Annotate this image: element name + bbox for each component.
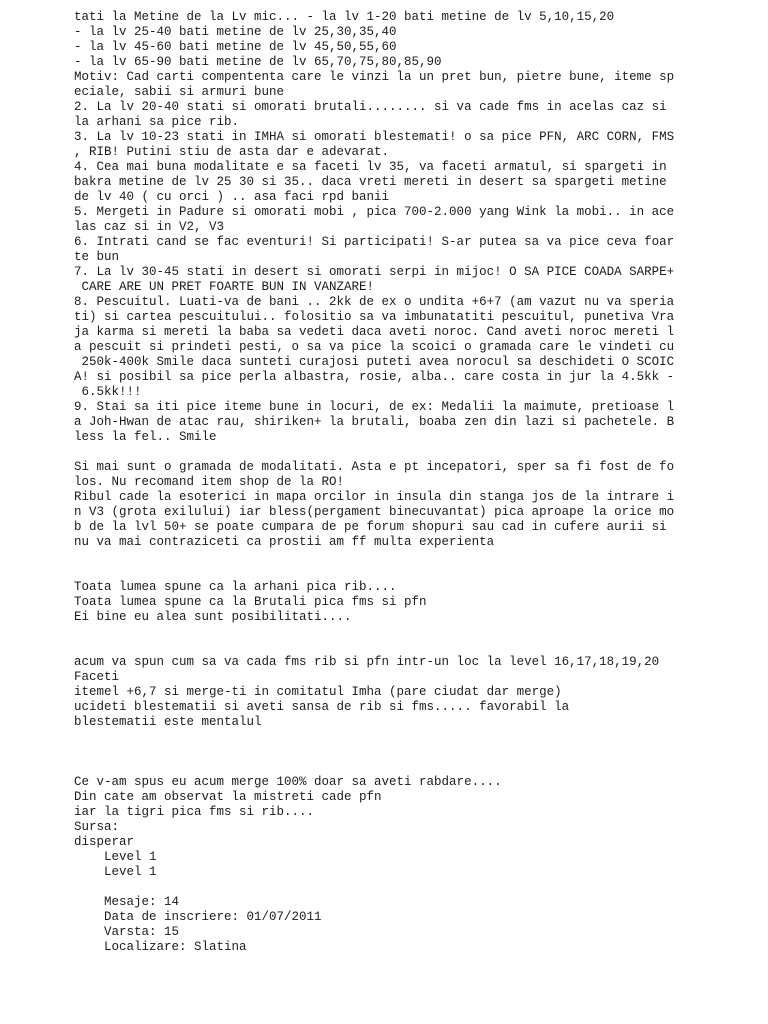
text-line xyxy=(74,745,764,760)
document-body xyxy=(74,10,764,955)
text-line: Ribul cade la esoterici in mapa orcilor in insula din stanga jos de la intrare i xyxy=(74,490,675,504)
text-line: ti) si cartea pescuitului.. folositio sa va imbunatatiti pescuitul, punetiva Vra xyxy=(74,310,675,324)
text-line xyxy=(74,640,764,655)
text-line: Ei bine eu alea sunt posibilitati.... xyxy=(74,610,352,624)
text-line: 9. Stai sa iti pice iteme bune in locuri, de ex: Medalii la maimute, pretioase l xyxy=(74,400,675,414)
text-line: te bun xyxy=(74,250,120,264)
text-line xyxy=(74,730,764,745)
text-line xyxy=(74,445,764,460)
text-line: Level 1 xyxy=(74,865,157,879)
text-line xyxy=(74,550,764,565)
text-line: 4. Cea mai buna modalitate e sa faceti lv 35, va faceti armatul, si spargeti in xyxy=(74,160,667,174)
text-line: de lv 40 ( cu orci ) .. asa faci rpd banii xyxy=(74,190,390,204)
text-line: less la fel.. Smile xyxy=(74,430,217,444)
text-line xyxy=(74,880,764,895)
text-line: 8. Pescuitul. Luati-va de bani .. 2kk de ex o undita +6+7 (am vazut nu va speria xyxy=(74,295,675,309)
text-line: la arhani sa pice rib. xyxy=(74,115,240,129)
text-line: Si mai sunt o gramada de modalitati. Asta e pt incepatori, sper sa fi fost de fo xyxy=(74,460,675,474)
text-line: los. Nu recomand item shop de la RO! xyxy=(74,475,345,489)
text-line: Varsta: 15 xyxy=(74,925,180,939)
text-line xyxy=(74,565,764,580)
text-line: Level 1 xyxy=(74,850,157,864)
text-line: nu va mai contraziceti ca prostii am ff multa experienta xyxy=(74,535,495,549)
text-line: Ce v-am spus eu acum merge 100% doar sa aveti rabdare.... xyxy=(74,775,502,789)
text-line: Sursa: xyxy=(74,820,120,834)
text-line: Toata lumea spune ca la Brutali pica fms si pfn xyxy=(74,595,427,609)
text-line: Data de inscriere: 01/07/2011 xyxy=(74,910,322,924)
text-line: CARE ARE UN PRET FOARTE BUN IN VANZARE! xyxy=(74,280,375,294)
text-line: a Joh-Hwan de atac rau, shiriken+ la brutali, boaba zen din lazi si pachetele. B xyxy=(74,415,675,429)
text-line xyxy=(74,625,764,640)
text-line: 5. Mergeti in Padure si omorati mobi , pica 700-2.000 yang Wink la mobi.. in ace xyxy=(74,205,675,219)
text-line: iar la tigri pica fms si rib.... xyxy=(74,805,315,819)
text-line: n V3 (grota exilului) iar bless(pergament binecuvantat) pica aproape la orice mo xyxy=(74,505,675,519)
text-line: 250k-400k Smile daca sunteti curajosi puteti avea norocul sa deschideti O SCOIC xyxy=(74,355,675,369)
text-line: eciale, sabii si armuri bune xyxy=(74,85,285,99)
text-line: blestematii este mentalul xyxy=(74,715,262,729)
text-line: Motiv: Cad carti compententa care le vinzi la un pret bun, pietre bune, iteme sp xyxy=(74,70,675,84)
text-line: 3. La lv 10-23 stati in IMHA si omorati blestemati! o sa pice PFN, ARC CORN, FMS xyxy=(74,130,675,144)
text-line: bakra metine de lv 25 30 si 35.. daca vreti mereti in desert sa spargeti metine xyxy=(74,175,667,189)
text-line: b de la lvl 50+ se poate cumpara de pe forum shopuri sau cad in cufere aurii si xyxy=(74,520,667,534)
text-line: tati la Metine de la Lv mic... - la lv 1-20 bati metine de lv 5,10,15,20 xyxy=(74,10,615,24)
text-line: disperar xyxy=(74,835,135,849)
text-line: - la lv 65-90 bati metine de lv 65,70,75,80,85,90 xyxy=(74,55,442,69)
text-line: , RIB! Putini stiu de asta dar e adevarat. xyxy=(74,145,390,159)
text-line: 2. La lv 20-40 stati si omorati brutali........ si va cade fms in acelas caz si xyxy=(74,100,667,114)
text-line: Din cate am observat la mistreti cade pfn xyxy=(74,790,382,804)
text-line: las caz si in V2, V3 xyxy=(74,220,225,234)
text-line: 6. Intrati cand se fac eventuri! Si participati! S-ar putea sa va pice ceva foar xyxy=(74,235,675,249)
text-line: 7. La lv 30-45 stati in desert si omorati serpi in mijoc! O SA PICE COADA SARPE+ xyxy=(74,265,675,279)
text-line: Localizare: Slatina xyxy=(74,940,247,954)
text-line: itemel +6,7 si merge-ti in comitatul Imha (pare ciudat dar merge) xyxy=(74,685,562,699)
text-line: A! si posibil sa pice perla albastra, rosie, alba.. care costa in jur la 4.5kk - xyxy=(74,370,675,384)
text-line: ucideti blestematii si aveti sansa de rib si fms..... favorabil la xyxy=(74,700,570,714)
text-line: Mesaje: 14 xyxy=(74,895,180,909)
text-line: Toata lumea spune ca la arhani pica rib.... xyxy=(74,580,397,594)
text-line: - la lv 45-60 bati metine de lv 45,50,55,60 xyxy=(74,40,397,54)
text-line: a pescuit si prindeti pesti, o sa va pice la scoici o gramada care le vindeti cu xyxy=(74,340,675,354)
text-line xyxy=(74,760,764,775)
text-line: acum va spun cum sa va cada fms rib si pfn intr-un loc la level 16,17,18,19,20 xyxy=(74,655,660,669)
text-line: Faceti xyxy=(74,670,120,684)
text-line: 6.5kk!!! xyxy=(74,385,142,399)
text-line: ja karma si mereti la baba sa vedeti daca aveti noroc. Cand aveti noroc mereti l xyxy=(74,325,675,339)
text-line: - la lv 25-40 bati metine de lv 25,30,35,40 xyxy=(74,25,397,39)
